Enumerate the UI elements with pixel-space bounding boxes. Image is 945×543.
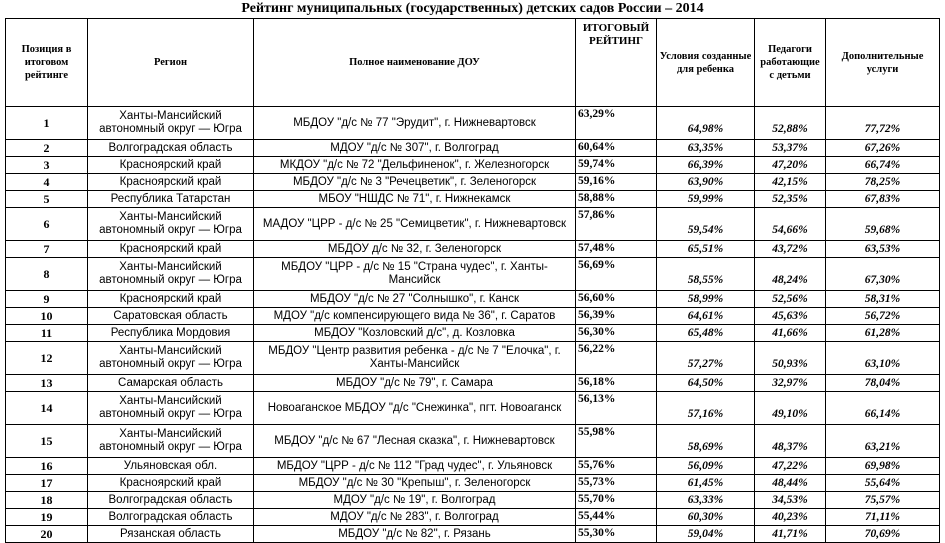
- table-header-row: [6, 19, 940, 107]
- total-rating-cell: 59,16%: [576, 174, 657, 191]
- conditions-cell: 57,27%: [657, 342, 755, 375]
- total-rating-cell: 56,18%: [576, 375, 657, 392]
- position-cell: 4: [6, 174, 88, 191]
- dou-name-cell: МБДОУ "д/с № 79", г. Самара: [254, 375, 576, 392]
- header-teachers: Педагоги работающие с детьми: [755, 19, 826, 107]
- conditions-cell: 61,45%: [657, 475, 755, 492]
- extra-services-cell: 63,10%: [826, 342, 940, 375]
- teachers-cell: 53,37%: [755, 140, 826, 157]
- dou-name-cell: МБДОУ "д/с № 30 "Крепыш", г. Зеленогорск: [254, 475, 576, 492]
- conditions-cell: 57,16%: [657, 392, 755, 425]
- table-row: [6, 258, 940, 291]
- dou-name-cell: МДОУ "д/с компенсирующего вида № 36", г. Саратов: [254, 308, 576, 325]
- teachers-cell: 48,24%: [755, 258, 826, 291]
- extra-services-cell: 66,14%: [826, 392, 940, 425]
- total-rating-cell: 56,30%: [576, 325, 657, 342]
- teachers-cell: 50,93%: [755, 342, 826, 375]
- conditions-cell: 63,35%: [657, 140, 755, 157]
- teachers-cell: 47,20%: [755, 157, 826, 174]
- total-rating-cell: 55,44%: [576, 509, 657, 526]
- total-rating-cell: 56,13%: [576, 392, 657, 425]
- position-cell: 6: [6, 208, 88, 241]
- total-rating-cell: 55,98%: [576, 425, 657, 458]
- region-cell: Красноярский край: [88, 174, 254, 191]
- extra-services-cell: 67,30%: [826, 258, 940, 291]
- region-cell: Республика Татарстан: [88, 191, 254, 208]
- position-cell: 11: [6, 325, 88, 342]
- dou-name-cell: МБДОУ "Козловский д/с", д. Козловка: [254, 325, 576, 342]
- conditions-cell: 58,69%: [657, 425, 755, 458]
- position-cell: 3: [6, 157, 88, 174]
- dou-name-cell: Новоаганское МБДОУ "д/с "Снежинка", пгт. Новоаганск: [254, 392, 576, 425]
- teachers-cell: 54,66%: [755, 208, 826, 241]
- region-cell: Ханты-Мансийский автономный округ — Югра: [88, 258, 254, 291]
- position-cell: 18: [6, 492, 88, 509]
- extra-services-cell: 58,31%: [826, 291, 940, 308]
- region-cell: Ханты-Мансийский автономный округ — Югра: [88, 392, 254, 425]
- region-cell: Республика Мордовия: [88, 325, 254, 342]
- region-cell: Красноярский край: [88, 291, 254, 308]
- dou-name-cell: МБДОУ "д/с № 67 "Лесная сказка", г. Нижневартовск: [254, 425, 576, 458]
- table-row: [6, 174, 940, 191]
- teachers-cell: 43,72%: [755, 241, 826, 258]
- extra-services-cell: 59,68%: [826, 208, 940, 241]
- total-rating-cell: 60,64%: [576, 140, 657, 157]
- table-row: [6, 509, 940, 526]
- total-rating-cell: 56,60%: [576, 291, 657, 308]
- table-row: [6, 241, 940, 258]
- extra-services-cell: 66,74%: [826, 157, 940, 174]
- total-rating-cell: 57,48%: [576, 241, 657, 258]
- total-rating-cell: 59,74%: [576, 157, 657, 174]
- conditions-cell: 64,50%: [657, 375, 755, 392]
- total-rating-cell: 58,88%: [576, 191, 657, 208]
- table-row: [6, 308, 940, 325]
- position-cell: 9: [6, 291, 88, 308]
- region-cell: Волгоградская область: [88, 509, 254, 526]
- conditions-cell: 60,30%: [657, 509, 755, 526]
- teachers-cell: 41,66%: [755, 325, 826, 342]
- dou-name-cell: МДОУ "д/с № 307", г. Волгоград: [254, 140, 576, 157]
- total-rating-cell: 55,73%: [576, 475, 657, 492]
- conditions-cell: 59,54%: [657, 208, 755, 241]
- dou-name-cell: МДОУ "д/с № 19", г. Волгоград: [254, 492, 576, 509]
- region-cell: Красноярский край: [88, 241, 254, 258]
- conditions-cell: 63,90%: [657, 174, 755, 191]
- conditions-cell: 65,48%: [657, 325, 755, 342]
- total-rating-cell: 56,39%: [576, 308, 657, 325]
- dou-name-cell: МБДОУ д/с № 32, г. Зеленогорск: [254, 241, 576, 258]
- position-cell: 10: [6, 308, 88, 325]
- dou-name-cell: МКДОУ "д/с № 72 "Дельфиненок", г. Железногорск: [254, 157, 576, 174]
- region-cell: Волгоградская область: [88, 140, 254, 157]
- table-row: [6, 392, 940, 425]
- position-cell: 17: [6, 475, 88, 492]
- dou-name-cell: МБДОУ "д/с № 82", г. Рязань: [254, 526, 576, 543]
- position-cell: 7: [6, 241, 88, 258]
- position-cell: 2: [6, 140, 88, 157]
- table-row: [6, 526, 940, 543]
- total-rating-cell: 55,70%: [576, 492, 657, 509]
- extra-services-cell: 56,72%: [826, 308, 940, 325]
- position-cell: 8: [6, 258, 88, 291]
- total-rating-cell: 55,76%: [576, 458, 657, 475]
- region-cell: Ханты-Мансийский автономный округ — Югра: [88, 208, 254, 241]
- header-extra-services: Дополнительные услуги: [826, 19, 940, 107]
- region-cell: Ханты-Мансийский автономный округ — Югра: [88, 342, 254, 375]
- conditions-cell: 64,98%: [657, 107, 755, 140]
- table-row: [6, 342, 940, 375]
- position-cell: 5: [6, 191, 88, 208]
- dou-name-cell: МДОУ "д/с № 283", г. Волгоград: [254, 509, 576, 526]
- extra-services-cell: 75,57%: [826, 492, 940, 509]
- teachers-cell: 48,44%: [755, 475, 826, 492]
- dou-name-cell: МБДОУ "д/с № 3 "Речецветик", г. Зеленогорск: [254, 174, 576, 191]
- total-rating-cell: 56,22%: [576, 342, 657, 375]
- extra-services-cell: 77,72%: [826, 107, 940, 140]
- conditions-cell: 66,39%: [657, 157, 755, 174]
- teachers-cell: 47,22%: [755, 458, 826, 475]
- teachers-cell: 42,15%: [755, 174, 826, 191]
- table-row: [6, 107, 940, 140]
- dou-name-cell: МАДОУ "ЦРР - д/с № 25 "Семицветик", г. Нижневартовск: [254, 208, 576, 241]
- teachers-cell: 48,37%: [755, 425, 826, 458]
- region-cell: Ульяновская обл.: [88, 458, 254, 475]
- dou-name-cell: МБДОУ "ЦРР - д/с № 112 "Град чудес", г. Ульяновск: [254, 458, 576, 475]
- teachers-cell: 52,35%: [755, 191, 826, 208]
- extra-services-cell: 69,98%: [826, 458, 940, 475]
- extra-services-cell: 67,26%: [826, 140, 940, 157]
- header-conditions: Условия созданные для ребенка: [657, 19, 755, 107]
- table-row: [6, 208, 940, 241]
- conditions-cell: 64,61%: [657, 308, 755, 325]
- dou-name-cell: МБДОУ "д/с № 77 "Эрудит", г. Нижневартовск: [254, 107, 576, 140]
- dou-name-cell: МБДОУ "д/с № 27 "Солнышко", г. Канск: [254, 291, 576, 308]
- conditions-cell: 59,04%: [657, 526, 755, 543]
- region-cell: Волгоградская область: [88, 492, 254, 509]
- position-cell: 13: [6, 375, 88, 392]
- dou-name-cell: МБДОУ "ЦРР - д/с № 15 "Страна чудес", г. Ханты-Мансийск: [254, 258, 576, 291]
- teachers-cell: 49,10%: [755, 392, 826, 425]
- table-row: [6, 325, 940, 342]
- region-cell: Рязанская область: [88, 526, 254, 543]
- extra-services-cell: 55,64%: [826, 475, 940, 492]
- table-row: [6, 458, 940, 475]
- dou-name-cell: МБДОУ "Центр развития ребенка - д/с № 7 "Елочка", г. Ханты-Мансийск: [254, 342, 576, 375]
- teachers-cell: 32,97%: [755, 375, 826, 392]
- teachers-cell: 52,56%: [755, 291, 826, 308]
- table-row: [6, 492, 940, 509]
- extra-services-cell: 67,83%: [826, 191, 940, 208]
- position-cell: 14: [6, 392, 88, 425]
- position-cell: 15: [6, 425, 88, 458]
- header-region: Регион: [88, 19, 254, 107]
- region-cell: Ханты-Мансийский автономный округ — Югра: [88, 425, 254, 458]
- position-cell: 1: [6, 107, 88, 140]
- total-rating-cell: 63,29%: [576, 107, 657, 140]
- table-row: [6, 140, 940, 157]
- region-cell: Самарская область: [88, 375, 254, 392]
- region-cell: Красноярский край: [88, 157, 254, 174]
- teachers-cell: 52,88%: [755, 107, 826, 140]
- table-row: [6, 291, 940, 308]
- extra-services-cell: 78,04%: [826, 375, 940, 392]
- position-cell: 16: [6, 458, 88, 475]
- table-row: [6, 425, 940, 458]
- total-rating-cell: 56,69%: [576, 258, 657, 291]
- table-row: [6, 157, 940, 174]
- table-row: [6, 191, 940, 208]
- region-cell: Саратовская область: [88, 308, 254, 325]
- total-rating-cell: 55,30%: [576, 526, 657, 543]
- extra-services-cell: 61,28%: [826, 325, 940, 342]
- extra-services-cell: 63,53%: [826, 241, 940, 258]
- extra-services-cell: 71,11%: [826, 509, 940, 526]
- table-row: [6, 375, 940, 392]
- teachers-cell: 40,23%: [755, 509, 826, 526]
- teachers-cell: 45,63%: [755, 308, 826, 325]
- extra-services-cell: 78,25%: [826, 174, 940, 191]
- header-name: Полное наименование ДОУ: [254, 19, 576, 107]
- position-cell: 19: [6, 509, 88, 526]
- conditions-cell: 58,55%: [657, 258, 755, 291]
- conditions-cell: 56,09%: [657, 458, 755, 475]
- teachers-cell: 34,53%: [755, 492, 826, 509]
- table-row: [6, 475, 940, 492]
- region-cell: Ханты-Мансийский автономный округ — Югра: [88, 107, 254, 140]
- conditions-cell: 65,51%: [657, 241, 755, 258]
- page-title: Рейтинг муниципальных (государственных) детских садов России – 2014: [241, 1, 704, 16]
- rating-table: [5, 18, 940, 543]
- extra-services-cell: 63,21%: [826, 425, 940, 458]
- teachers-cell: 41,71%: [755, 526, 826, 543]
- position-cell: 12: [6, 342, 88, 375]
- header-total-rating: ИТОГОВЫЙ РЕЙТИНГ: [576, 19, 657, 107]
- region-cell: Красноярский край: [88, 475, 254, 492]
- total-rating-cell: 57,86%: [576, 208, 657, 241]
- position-cell: 20: [6, 526, 88, 543]
- extra-services-cell: 70,69%: [826, 526, 940, 543]
- conditions-cell: 58,99%: [657, 291, 755, 308]
- dou-name-cell: МБОУ "НШДС № 71", г. Нижнекамск: [254, 191, 576, 208]
- header-position: Позиция в итоговом рейтинге: [6, 19, 88, 107]
- conditions-cell: 59,99%: [657, 191, 755, 208]
- conditions-cell: 63,33%: [657, 492, 755, 509]
